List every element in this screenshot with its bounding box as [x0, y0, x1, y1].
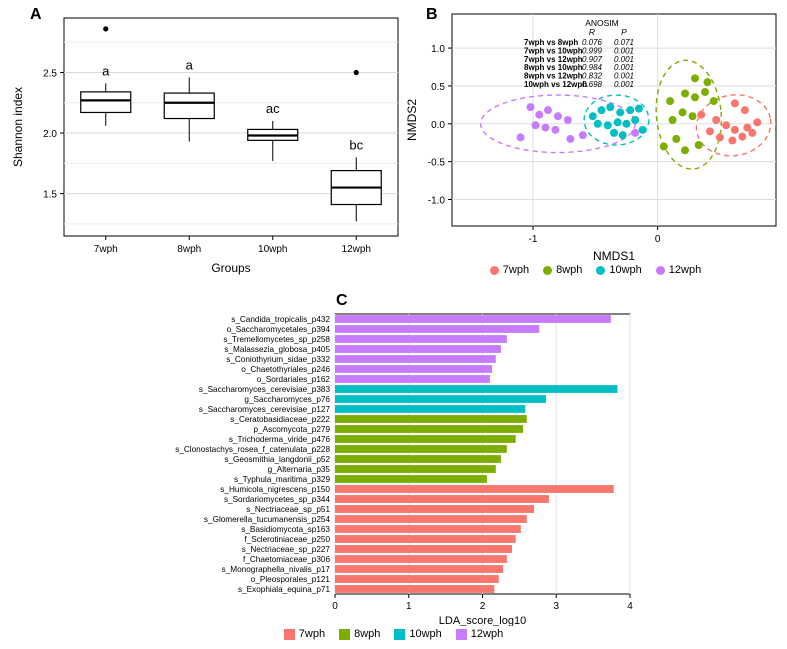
data-point	[722, 121, 730, 129]
bar-12wph	[335, 325, 539, 333]
bar-8wph	[335, 465, 496, 473]
legend-dot-icon	[656, 266, 665, 275]
panel-b-legend	[404, 264, 787, 276]
data-point	[631, 116, 639, 124]
bar-7wph	[335, 585, 494, 593]
data-point	[741, 106, 749, 114]
data-point	[731, 126, 739, 134]
bar-label: s_Typhula_maritima_p329	[233, 475, 330, 485]
bar-label: s_Nectriaceae_sp_p51	[246, 505, 330, 515]
bar-label: s_Sordariomycetes_sp_p344	[223, 495, 330, 505]
data-point	[531, 121, 539, 129]
bar-label: s_Malassezia_globosa_p405	[224, 345, 330, 355]
legend-label: 7wph	[502, 264, 530, 276]
data-point	[710, 97, 718, 105]
panel-c-container	[0, 292, 787, 649]
bar-label: f_Chaetomiaceae_p306	[243, 555, 330, 565]
bar-10wph	[335, 405, 525, 413]
data-point	[566, 135, 574, 143]
data-point	[691, 93, 699, 101]
bar-12wph	[335, 345, 501, 353]
bar-7wph	[335, 565, 503, 573]
bar-label: g_Saccharomyces_p76	[244, 395, 330, 405]
x-tick-label: -1	[528, 234, 538, 245]
y-tick-label: 2.0	[43, 129, 57, 141]
data-point	[681, 146, 689, 154]
outlier-point	[103, 26, 108, 31]
data-point	[701, 88, 709, 96]
anosim-row-label: 7wph vs 10wph	[524, 46, 583, 56]
legend-label: 7wph	[298, 628, 326, 640]
bar-label: o_Chaetothyriales_p246	[241, 365, 330, 375]
data-point	[535, 111, 543, 119]
anosim-col-r: R	[588, 27, 596, 37]
y-tick-label: 2.5	[43, 68, 57, 80]
bar-label: f_Sclerotiniaceae_p250	[244, 535, 330, 545]
bar-12wph	[335, 375, 490, 383]
data-point	[579, 131, 587, 139]
bar-label: s_Humicola_nigrescens_p150	[220, 485, 330, 495]
anosim-row-p: 0.071	[613, 38, 635, 47]
anosim-row-p: 0.001	[613, 71, 635, 81]
anosim-row-r: 0.076	[581, 38, 603, 47]
bar-label: s_Candida_tropicalis_p432	[231, 315, 330, 325]
x-axis-label: NMDS1	[592, 249, 636, 262]
panel-c-legend	[0, 628, 787, 640]
data-point	[554, 112, 562, 120]
data-point	[598, 106, 606, 114]
data-point	[541, 124, 549, 132]
data-point	[616, 108, 624, 116]
bar-8wph	[335, 425, 523, 433]
data-point	[748, 129, 756, 137]
anosim-row-p: 0.001	[613, 54, 635, 64]
significance-letter: a	[102, 63, 110, 79]
data-point	[738, 133, 746, 141]
data-point	[622, 120, 630, 128]
panel-c-chart	[0, 306, 787, 626]
panel-a-chart	[6, 4, 406, 289]
bar-label: p_Ascomycota_p279	[253, 425, 330, 435]
data-point	[706, 127, 714, 135]
y-tick-label: 1.0	[431, 44, 445, 56]
legend-item-7wph	[284, 628, 325, 640]
legend-item-12wph	[656, 264, 701, 276]
anosim-row-p: 0.001	[613, 46, 635, 56]
significance-letter: ac	[265, 100, 280, 116]
data-point	[619, 131, 627, 139]
bar-10wph	[335, 385, 617, 393]
bar-8wph	[335, 475, 487, 483]
legend-label: 12wph	[470, 628, 504, 640]
bar-label: s_Basidiomycota_sp163	[241, 525, 330, 535]
anosim-row-r: 0.698	[581, 80, 603, 89]
bar-label: s_Geosmithia_langdonii_p52	[224, 455, 330, 465]
data-point	[610, 129, 618, 137]
bar-label: s_Tremellomycetes_sp_p258	[223, 335, 330, 345]
legend-item-8wph	[543, 264, 582, 276]
legend-dot-icon	[596, 266, 605, 275]
bar-label: g_Alternaria_p35	[267, 465, 330, 475]
anosim-row-label: 8wph vs 10wph	[524, 63, 583, 73]
bar-label: o_Saccharomycetales_p394	[226, 325, 330, 335]
legend-item-10wph	[394, 628, 441, 640]
y-tick-label: -1.0	[427, 195, 445, 207]
data-point	[731, 99, 739, 107]
bar-label: s_Nectriaceae_sp_p227	[241, 545, 330, 555]
bar-label: s_Trichoderma_viride_p476	[228, 435, 330, 445]
anosim-row-r: 0.832	[581, 71, 603, 81]
data-point	[604, 121, 612, 129]
anosim-title: ANOSIM	[585, 18, 619, 28]
legend-swatch-icon	[339, 629, 350, 640]
y-tick-label: 0.5	[431, 81, 445, 93]
bar-label: s_Glomerella_tucumanensis_p254	[203, 515, 330, 525]
bar-label: s_Clonostachys_rosea_f_catenulata_p228	[175, 445, 330, 455]
legend-item-7wph	[490, 264, 529, 276]
data-point	[691, 74, 699, 82]
legend-dot-icon	[490, 266, 499, 275]
significance-letter: bc	[349, 137, 364, 153]
legend-label: 8wph	[556, 264, 583, 276]
anosim-row-p: 0.001	[613, 63, 635, 73]
bar-12wph	[335, 315, 611, 323]
bar-label: s_Coniothyrium_sidae_p332	[226, 355, 330, 365]
y-axis-label: Shannon index	[11, 86, 25, 168]
panel-b-chart	[404, 4, 787, 262]
y-axis-label: NMDS2	[405, 98, 419, 142]
bar-label: s_Ceratobasidiaceae_p222	[230, 415, 330, 425]
y-tick-label: -0.5	[427, 157, 445, 169]
x-tick-label: 10wph	[258, 244, 288, 255]
data-point	[672, 135, 680, 143]
bar-8wph	[335, 445, 507, 453]
legend-swatch-icon	[394, 629, 405, 640]
anosim-row-r: 0.984	[581, 63, 603, 73]
legend-item-12wph	[456, 628, 503, 640]
legend-label: 8wph	[354, 628, 381, 640]
x-axis-label: Groups	[211, 261, 251, 275]
bar-7wph	[335, 515, 527, 523]
bar-label: s_Exophiala_equina_p71	[238, 585, 330, 595]
bar-7wph	[335, 485, 614, 493]
bar-8wph	[335, 415, 527, 423]
legend-swatch-icon	[284, 629, 295, 640]
data-point	[635, 105, 643, 113]
bar-label: s_Saccharomyces_cerevisiae_p127	[198, 405, 330, 415]
data-point	[564, 116, 572, 124]
legend-swatch-icon	[456, 629, 467, 640]
data-point	[626, 106, 634, 114]
panel-b-letter: B	[426, 6, 438, 23]
data-point	[639, 126, 647, 134]
data-point	[669, 116, 677, 124]
legend-label: 10wph	[409, 628, 442, 640]
anosim-row-r: 0.999	[581, 46, 603, 56]
data-point	[614, 118, 622, 126]
data-point	[660, 143, 668, 151]
anosim-row-label: 7wph vs 12wph	[524, 54, 583, 64]
data-point	[728, 136, 736, 144]
x-tick-label: 4	[627, 601, 633, 612]
bar-label: s_Saccharomyces_cerevisiae_p383	[198, 385, 330, 395]
anosim-row-label: 10wph vs 12wph	[524, 80, 588, 89]
data-point	[689, 112, 697, 120]
legend-label: 12wph	[668, 264, 702, 276]
x-tick-label: 7wph	[93, 244, 118, 255]
data-point	[517, 133, 525, 141]
bar-12wph	[335, 335, 507, 343]
data-point	[606, 103, 614, 111]
outlier-point	[354, 70, 359, 75]
anosim-row-label: 8wph vs 12wph	[524, 71, 583, 81]
bar-12wph	[335, 355, 496, 363]
bar-7wph	[335, 545, 512, 553]
anosim-row-r: 0.907	[581, 54, 603, 64]
data-point	[681, 90, 689, 98]
bar-7wph	[335, 555, 507, 563]
panel-b-container	[404, 4, 787, 289]
data-point	[695, 141, 703, 149]
bar-label: o_Pleosporales_p121	[250, 575, 330, 585]
bar-7wph	[335, 505, 534, 513]
x-tick-label: 12wph	[341, 244, 371, 255]
legend-item-10wph	[596, 264, 641, 276]
bar-10wph	[335, 395, 546, 403]
bar-7wph	[335, 495, 549, 503]
x-tick-label: 8wph	[177, 244, 202, 255]
data-point	[697, 111, 705, 119]
panel-a-container	[6, 4, 406, 289]
x-tick-label: 3	[553, 601, 560, 612]
bar-8wph	[335, 435, 516, 443]
x-tick-label: 0	[654, 234, 661, 245]
legend-label: 10wph	[609, 264, 642, 276]
bar-8wph	[335, 455, 501, 463]
bar-7wph	[335, 575, 499, 583]
legend-item-8wph	[339, 628, 380, 640]
bar-7wph	[335, 525, 521, 533]
bar-7wph	[335, 535, 516, 543]
data-point	[551, 126, 559, 134]
bar-label: s_Monographella_nivalis_p17	[221, 565, 330, 575]
data-point	[594, 120, 602, 128]
x-tick-label: 1	[405, 601, 412, 612]
panel-c-letter: C	[336, 292, 348, 309]
data-point	[589, 112, 597, 120]
anosim-col-p: P	[621, 27, 627, 37]
data-point	[631, 129, 639, 137]
data-point	[712, 116, 720, 124]
data-point	[666, 97, 674, 105]
data-point	[544, 106, 552, 114]
y-tick-label: 0.0	[431, 119, 445, 131]
x-tick-label: 2	[479, 601, 486, 612]
data-point	[703, 78, 711, 86]
data-point	[753, 118, 761, 126]
y-tick-label: 1.5	[43, 189, 57, 201]
legend-dot-icon	[543, 266, 552, 275]
data-point	[527, 103, 535, 111]
anosim-row-label: 7wph vs 8wph	[524, 38, 579, 47]
bar-label: o_Sordariales_p162	[256, 375, 330, 385]
significance-letter: a	[185, 57, 193, 73]
anosim-row-p: 0.001	[613, 80, 635, 89]
bar-12wph	[335, 365, 492, 373]
data-point	[716, 133, 724, 141]
x-axis-label: LDA_score_log10	[438, 615, 527, 626]
x-tick-label: 0	[332, 601, 338, 612]
data-point	[679, 108, 687, 116]
panel-a-letter: A	[30, 6, 42, 23]
